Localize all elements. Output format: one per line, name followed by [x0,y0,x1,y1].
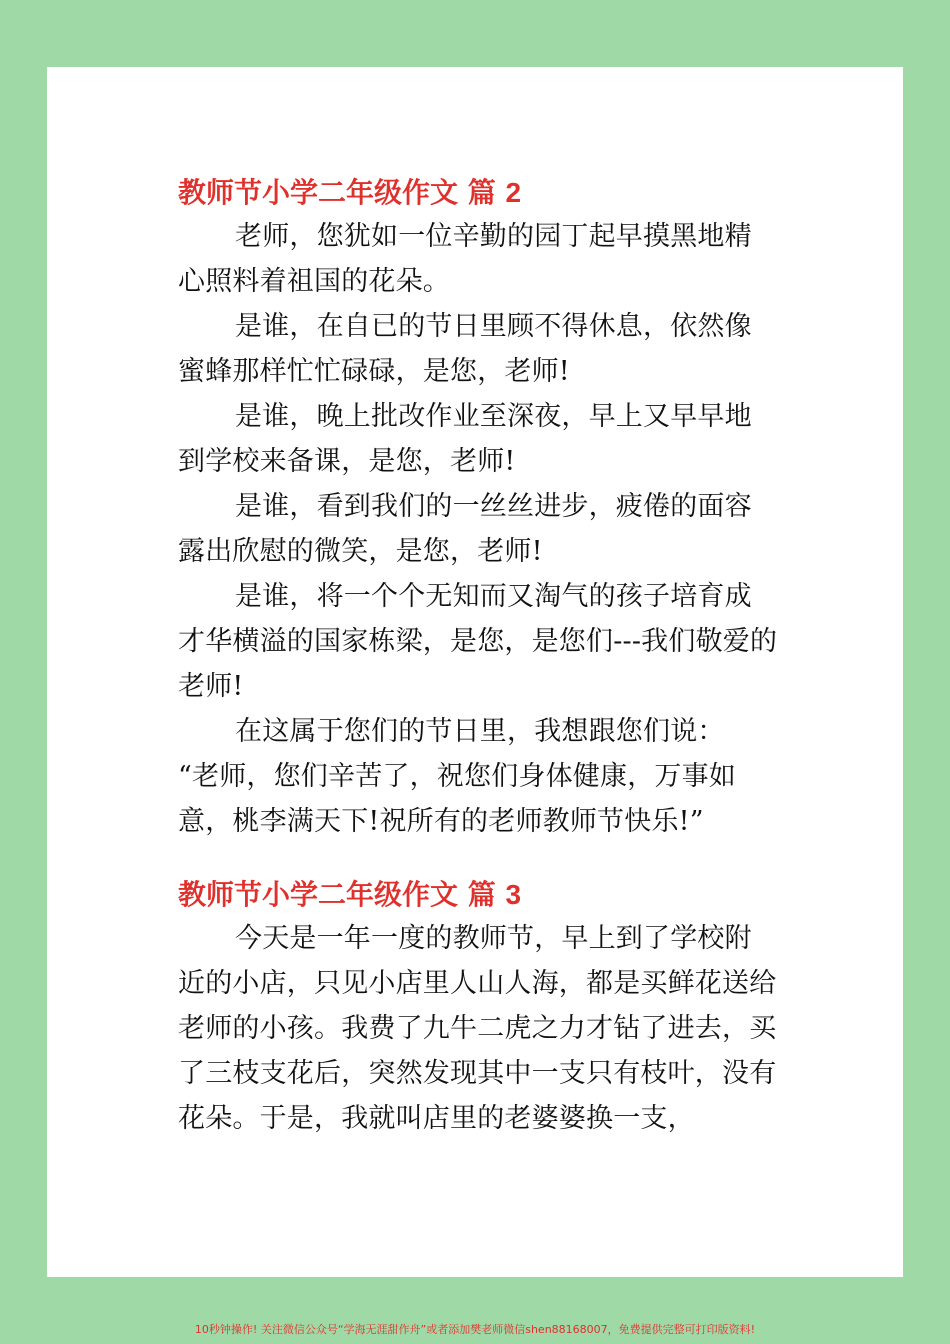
paragraph: 是谁，看到我们的一丝丝进步，疲倦的面容露出欣慰的微笑，是您，老师! [178,491,752,567]
document-content [178,172,778,1141]
section-heading [178,172,778,214]
paragraph: 是谁，在自已的节日里顾不得休息，依然像蜜蜂那样忙忙碌碌，是您，老师! [178,311,752,387]
paragraph: 今天是一年一度的教师节，早上到了学校附近的小店，只见小店里人山人海，都是买鲜花送给老师的小孩。我费了九牛二虎之力才钻了进去，买了三枝支花后，突然发现其中一支只有枝叶，没有花朵。于是，我就叫店里的老婆婆换一支， [178,923,777,1134]
heading-number: 2 [505,177,522,208]
paragraph: 是谁，将一个个无知而又淘气的孩子培育成才华横溢的国家栋梁，是您，是您们---我们敬爱的老师! [178,581,778,702]
heading-number: 3 [505,879,522,910]
footer-promo-text: 10秒钟操作! 关注微信公众号“学海无涯甜作舟”或者添加樊老师微信shen88168007，免费提供完整可打印版资料! [194,1323,756,1336]
essay-section-3 [178,874,778,1141]
paragraph: 在这属于您们的节日里，我想跟您们说： [235,716,725,747]
heading-title: 教师节小学二年级作文 篇 [178,878,496,911]
quote-paragraph: “老师，您们辛苦了，祝您们身体健康，万事如意，桃李满天下!祝所有的老师教师节快乐!” [178,761,737,837]
paragraph: 是谁，晚上批改作业至深夜，早上又早早地到学校来备课，是您，老师! [178,401,752,477]
heading-title: 教师节小学二年级作文 篇 [178,176,496,209]
section-heading [178,874,778,916]
essay-section-2 [178,172,778,844]
paragraph: 老师，您犹如一位辛勤的园丁起早摸黑地精心照料着祖国的花朵。 [178,221,752,297]
